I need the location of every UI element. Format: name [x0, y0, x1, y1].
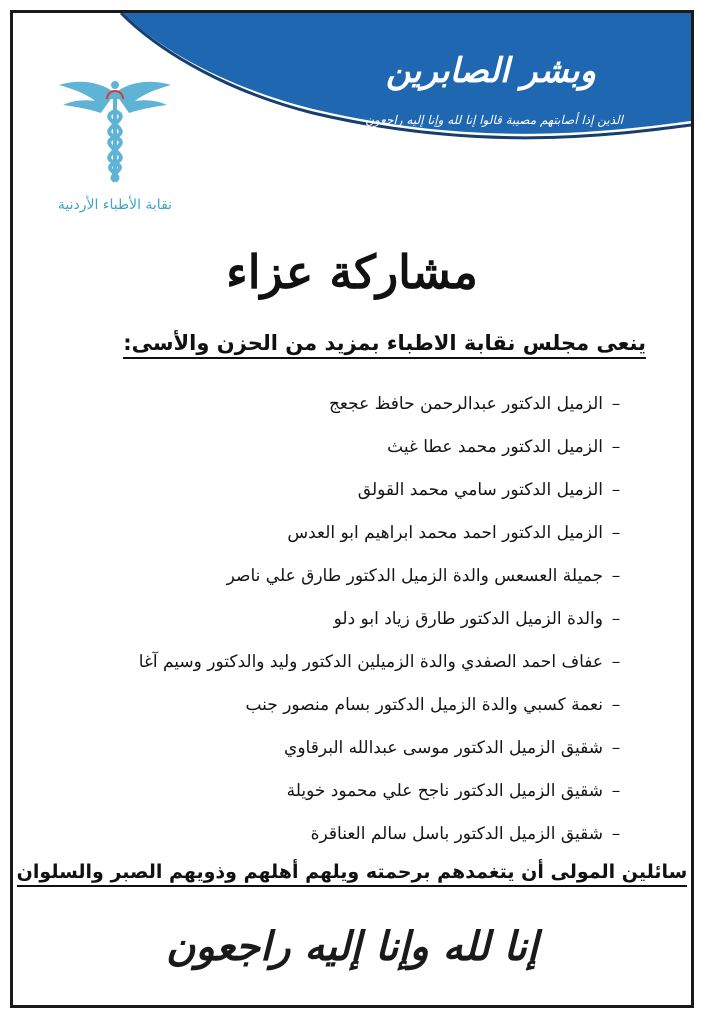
list-item-text: شقيق الزميل الدكتور باسل سالم العناقرة: [310, 824, 603, 844]
list-item-text: شقيق الزميل الدكتور موسى عبدالله البرقاوي: [284, 738, 603, 758]
dash-bullet: –: [611, 566, 621, 586]
list-item: [49, 813, 629, 856]
list-item-text: الزميل الدكتور احمد محمد ابراهيم ابو العدس: [287, 523, 603, 543]
list-item-text: الزميل الدكتور عبدالرحمن حافظ عجعج: [328, 394, 603, 414]
list-item: [49, 426, 629, 469]
banner-verse: الذين إذا أصابتهم مصيبة قالوا إنا لله وإنا إليه راجعون: [365, 113, 623, 127]
page-title: مشاركة عزاء: [226, 245, 478, 299]
dash-bullet: –: [611, 738, 621, 758]
dash-bullet: –: [611, 695, 621, 715]
page-frame: [10, 10, 694, 1008]
list-item: [49, 383, 629, 426]
dash-bullet: –: [611, 437, 621, 457]
list-item: [49, 727, 629, 770]
closing-text: سائلين المولى أن يتغمدهم برحمته ويلهم أهلهم وذويهم الصبر والسلوان: [17, 861, 688, 887]
list-item-text: الزميل الدكتور محمد عطا غيث: [387, 437, 603, 457]
caduceus-icon: [55, 63, 175, 193]
banner-title: وبشر الصابرين: [385, 51, 596, 91]
dash-bullet: –: [611, 824, 621, 844]
dash-bullet: –: [611, 609, 621, 629]
footer-calligraphy: إنا لله وإنا إليه راجعون: [165, 923, 539, 970]
list-item: [49, 512, 629, 555]
list-item-text: والدة الزميل الدكتور طارق زياد ابو دلو: [333, 609, 603, 629]
logo-caption: نقابة الأطباء الأردنية: [57, 197, 173, 213]
dash-bullet: –: [611, 394, 621, 414]
subtitle: ينعى مجلس نقابة الاطباء بمزيد من الحزن والأسى:: [123, 331, 646, 359]
list-item: [49, 598, 629, 641]
dash-bullet: –: [611, 781, 621, 801]
condolence-list: [49, 383, 629, 856]
list-item: [49, 641, 629, 684]
list-item-text: عفاف احمد الصفدي والدة الزميلين الدكتور وليد والدكتور وسيم آغا: [138, 652, 603, 672]
dash-bullet: –: [611, 480, 621, 500]
list-item: [49, 684, 629, 727]
list-item-text: نعمة كسبي والدة الزميل الدكتور بسام منصور جنب: [245, 695, 603, 715]
list-item: [49, 555, 629, 598]
dash-bullet: –: [611, 652, 621, 672]
list-item: [49, 469, 629, 512]
list-item: [49, 770, 629, 813]
list-item-text: الزميل الدكتور سامي محمد القولق: [357, 480, 603, 500]
list-item-text: شقيق الزميل الدكتور ناجح علي محمود خويلة: [286, 781, 603, 801]
list-item-text: جميلة العسعس والدة الزميل الدكتور طارق علي ناصر: [226, 566, 603, 586]
closing-line: [13, 861, 691, 887]
dash-bullet: –: [611, 523, 621, 543]
